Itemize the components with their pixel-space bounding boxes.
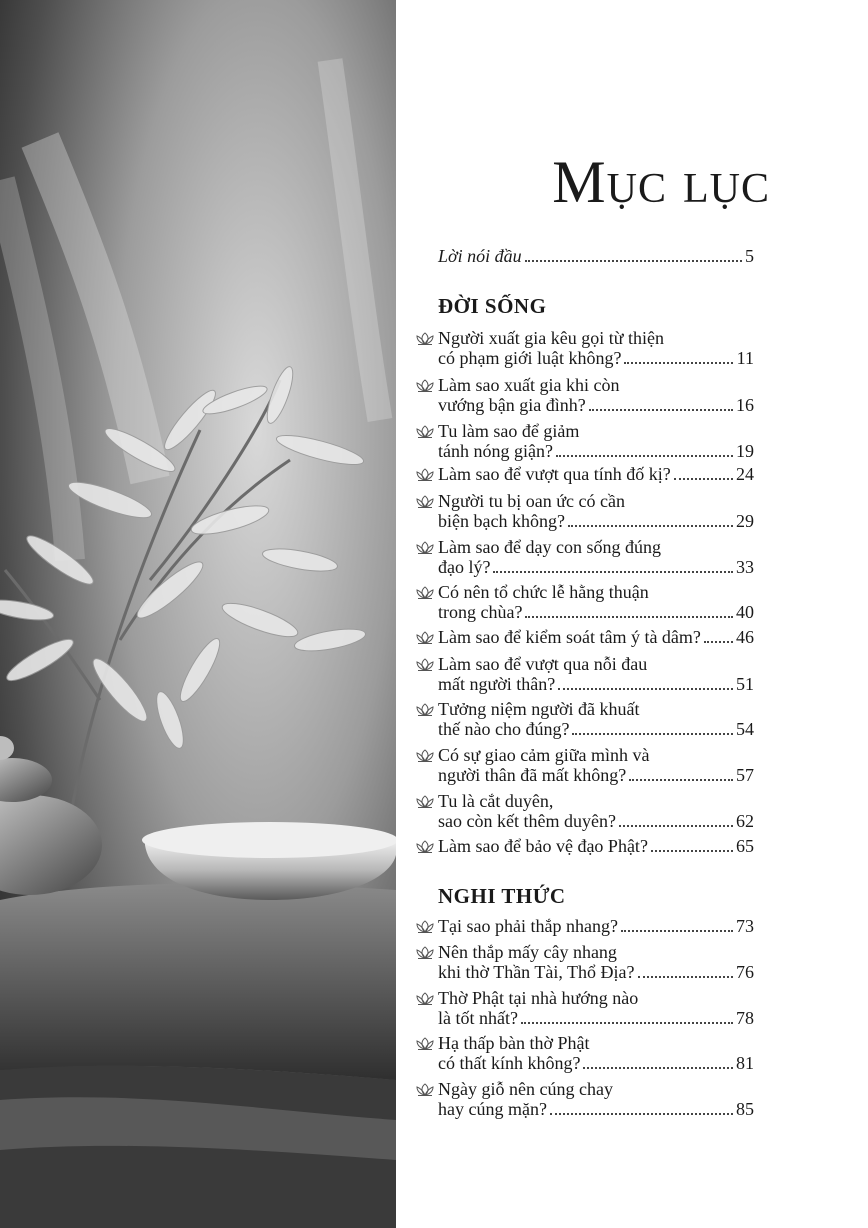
lotus-icon — [416, 330, 434, 344]
page-number: 81 — [736, 1053, 754, 1073]
toc-entry-title-line: vướng bận gia đình? — [438, 395, 586, 415]
toc-entry-title-line: tánh nóng giận? — [438, 441, 553, 461]
toc-entry-preface[interactable] — [438, 246, 754, 267]
toc-entry[interactable] — [416, 375, 754, 415]
toc-entry-last-line — [438, 836, 754, 856]
toc-entry-title-line: Ngày giỗ nên cúng chay — [438, 1079, 613, 1099]
toc-entry-title-line: là tốt nhất? — [438, 1008, 518, 1028]
section-heading: ĐỜI SỐNG — [438, 294, 547, 318]
toc-entry-last-line — [438, 511, 754, 531]
toc-entry[interactable] — [416, 491, 754, 531]
page-number: 16 — [736, 395, 754, 415]
page-number: 85 — [736, 1099, 754, 1119]
cover-photo — [0, 0, 396, 1228]
toc-entry-last-line — [438, 765, 754, 785]
dot-leader — [556, 455, 733, 457]
lotus-icon — [416, 747, 434, 761]
toc-entry-last-line — [438, 348, 754, 368]
toc-entry[interactable] — [416, 699, 754, 739]
toc-entry-last-line — [438, 602, 754, 622]
toc-entry-text — [438, 1079, 754, 1119]
toc-entry-title-line: có phạm giới luật không? — [438, 348, 622, 368]
dot-leader — [583, 1067, 733, 1069]
toc-entry-title-line: có thất kính không? — [438, 1053, 581, 1073]
lotus-icon — [416, 1035, 434, 1049]
page-number: 29 — [736, 511, 754, 531]
dot-leader — [704, 641, 733, 643]
toc-entry-title-line: Người xuất gia kêu gọi từ thiện — [438, 328, 664, 348]
lotus-icon — [416, 838, 434, 852]
toc-entry-title-line: Làm sao để vượt qua tính đố kị? — [438, 464, 671, 484]
toc-entry-title-line: hay cúng mặn? — [438, 1099, 547, 1119]
toc-entry-title-line: Thờ Phật tại nhà hướng nào — [438, 988, 639, 1008]
toc-entry-last-line — [438, 674, 754, 694]
toc-entry[interactable] — [416, 836, 754, 856]
page-number: 33 — [736, 557, 754, 577]
lotus-icon — [416, 377, 434, 391]
toc-entry-title-line: người thân đã mất không? — [438, 765, 627, 785]
page-number: 24 — [736, 464, 754, 484]
toc-entry-last-line — [438, 962, 754, 982]
toc-entry-text — [438, 654, 754, 694]
page-number: 46 — [736, 627, 754, 647]
lotus-icon — [416, 423, 434, 437]
section-heading: NGHI THỨC — [438, 884, 566, 908]
dot-leader — [589, 409, 733, 411]
toc-entry[interactable] — [416, 464, 754, 484]
toc-entry[interactable] — [416, 791, 754, 831]
toc-entry-text — [438, 745, 754, 785]
dot-leader — [624, 362, 733, 364]
toc-entry-title-line: trong chùa? — [438, 602, 523, 622]
toc-entry-title-line: Hạ thấp bàn thờ Phật — [438, 1033, 590, 1053]
toc-entry[interactable] — [416, 627, 754, 647]
page-number: 76 — [736, 962, 754, 982]
toc-entry-text — [438, 988, 754, 1028]
toc-entry-text — [438, 791, 754, 831]
toc-entry-title-line: Làm sao xuất gia khi còn — [438, 375, 620, 395]
toc-entry-text — [438, 699, 754, 739]
toc-entry-title-line: Làm sao để kiểm soát tâm ý tà dâm? — [438, 627, 701, 647]
page-number: 62 — [736, 811, 754, 831]
toc-entry[interactable] — [416, 745, 754, 785]
toc-entry-last-line — [438, 811, 754, 831]
toc-entry-title-line: Tại sao phải thắp nhang? — [438, 916, 618, 936]
page-number: 78 — [736, 1008, 754, 1028]
toc-entry-title-line: Tu là cắt duyên, — [438, 791, 554, 811]
toc-entry-title-line: Nên thắp mấy cây nhang — [438, 942, 617, 962]
lotus-icon — [416, 629, 434, 643]
toc-entry-title-line: Làm sao để bảo vệ đạo Phật? — [438, 836, 648, 856]
toc-entry-text — [438, 375, 754, 415]
dot-leader — [674, 478, 733, 480]
toc-entry-last-line — [438, 557, 754, 577]
toc-entry[interactable] — [416, 582, 754, 622]
page-number: 40 — [736, 602, 754, 622]
lotus-icon — [416, 656, 434, 670]
toc-entry-text — [438, 942, 754, 982]
toc-entry-text — [438, 627, 754, 647]
toc-entry[interactable] — [416, 1079, 754, 1119]
lotus-icon — [416, 539, 434, 553]
lotus-icon — [416, 466, 434, 480]
dot-leader — [558, 688, 733, 690]
dot-leader — [572, 733, 733, 735]
page-number: 5 — [745, 246, 754, 266]
toc-entry-text — [438, 421, 754, 461]
toc-entry-title-line: Tu làm sao để giảm — [438, 421, 580, 441]
dot-leader — [525, 616, 733, 618]
dot-leader — [521, 1022, 733, 1024]
toc-entry[interactable] — [416, 988, 754, 1028]
dot-leader — [638, 976, 734, 978]
toc-entry-last-line — [438, 1053, 754, 1073]
toc-entry-title-line: đạo lý? — [438, 557, 491, 577]
toc-entry-text — [438, 464, 754, 484]
toc-entry-title-line: Người tu bị oan ức có cần — [438, 491, 625, 511]
dot-leader — [651, 850, 733, 852]
table-of-contents — [396, 0, 868, 1228]
page-number: 54 — [736, 719, 754, 739]
toc-entry-text — [438, 537, 754, 577]
toc-entry-last-line — [438, 1008, 754, 1028]
toc-entry-last-line — [438, 395, 754, 415]
toc-entry[interactable] — [416, 654, 754, 694]
toc-entry[interactable] — [416, 916, 754, 936]
lotus-icon — [416, 493, 434, 507]
toc-entry-text — [438, 328, 754, 368]
toc-entry-title-line: khi thờ Thần Tài, Thổ Địa? — [438, 962, 635, 982]
lotus-icon — [416, 1081, 434, 1095]
lotus-icon — [416, 944, 434, 958]
dot-leader — [621, 930, 733, 932]
page-number: 65 — [736, 836, 754, 856]
dot-leader — [550, 1113, 733, 1115]
toc-entry-title-line: Làm sao để dạy con sống đúng — [438, 537, 661, 557]
dot-leader — [493, 571, 733, 573]
toc-entry-title-line: biện bạch không? — [438, 511, 565, 531]
lotus-icon — [416, 918, 434, 932]
toc-entry[interactable] — [416, 1033, 754, 1073]
toc-entry[interactable] — [416, 421, 754, 461]
toc-entry[interactable] — [416, 537, 754, 577]
toc-entry-text — [438, 1033, 754, 1073]
lotus-icon — [416, 990, 434, 1004]
dot-leader — [525, 260, 742, 262]
toc-entry-last-line — [438, 464, 754, 484]
lotus-icon — [416, 701, 434, 715]
toc-entry-title-line: mất người thân? — [438, 674, 556, 694]
page-number: 19 — [736, 441, 754, 461]
toc-entry-last-line — [438, 916, 754, 936]
dot-leader — [629, 779, 733, 781]
page-number: 11 — [736, 348, 754, 368]
page-number: 51 — [736, 674, 754, 694]
toc-entry-title-line: sao còn kết thêm duyên? — [438, 811, 616, 831]
toc-entry-title-line: Tưởng niệm người đã khuất — [438, 699, 640, 719]
toc-entry-text — [438, 582, 754, 622]
toc-entry-title-line: Làm sao để vượt qua nỗi đau — [438, 654, 648, 674]
zen-plant-stones-illustration — [0, 0, 396, 1228]
toc-entry[interactable] — [416, 942, 754, 982]
toc-entry-text — [438, 491, 754, 531]
toc-entry-label: Lời nói đầu — [438, 246, 522, 266]
toc-entry-last-line — [438, 1099, 754, 1119]
page-title: Mục lục — [552, 149, 770, 215]
lotus-icon — [416, 793, 434, 807]
toc-entry-last-line — [438, 441, 754, 461]
page-number: 73 — [736, 916, 754, 936]
toc-entry-text — [438, 836, 754, 856]
toc-entry-text — [438, 916, 754, 936]
toc-entry-title-line: thế nào cho đúng? — [438, 719, 570, 739]
toc-entry[interactable] — [416, 328, 754, 368]
lotus-icon — [416, 584, 434, 598]
dot-leader — [568, 525, 733, 527]
toc-entry-title-line: Có sự giao cảm giữa mình và — [438, 745, 650, 765]
dot-leader — [619, 825, 733, 827]
page-number: 57 — [736, 765, 754, 785]
toc-entry-last-line — [438, 627, 754, 647]
toc-entry-title-line: Có nên tổ chức lễ hằng thuận — [438, 582, 649, 602]
toc-entry-last-line — [438, 719, 754, 739]
